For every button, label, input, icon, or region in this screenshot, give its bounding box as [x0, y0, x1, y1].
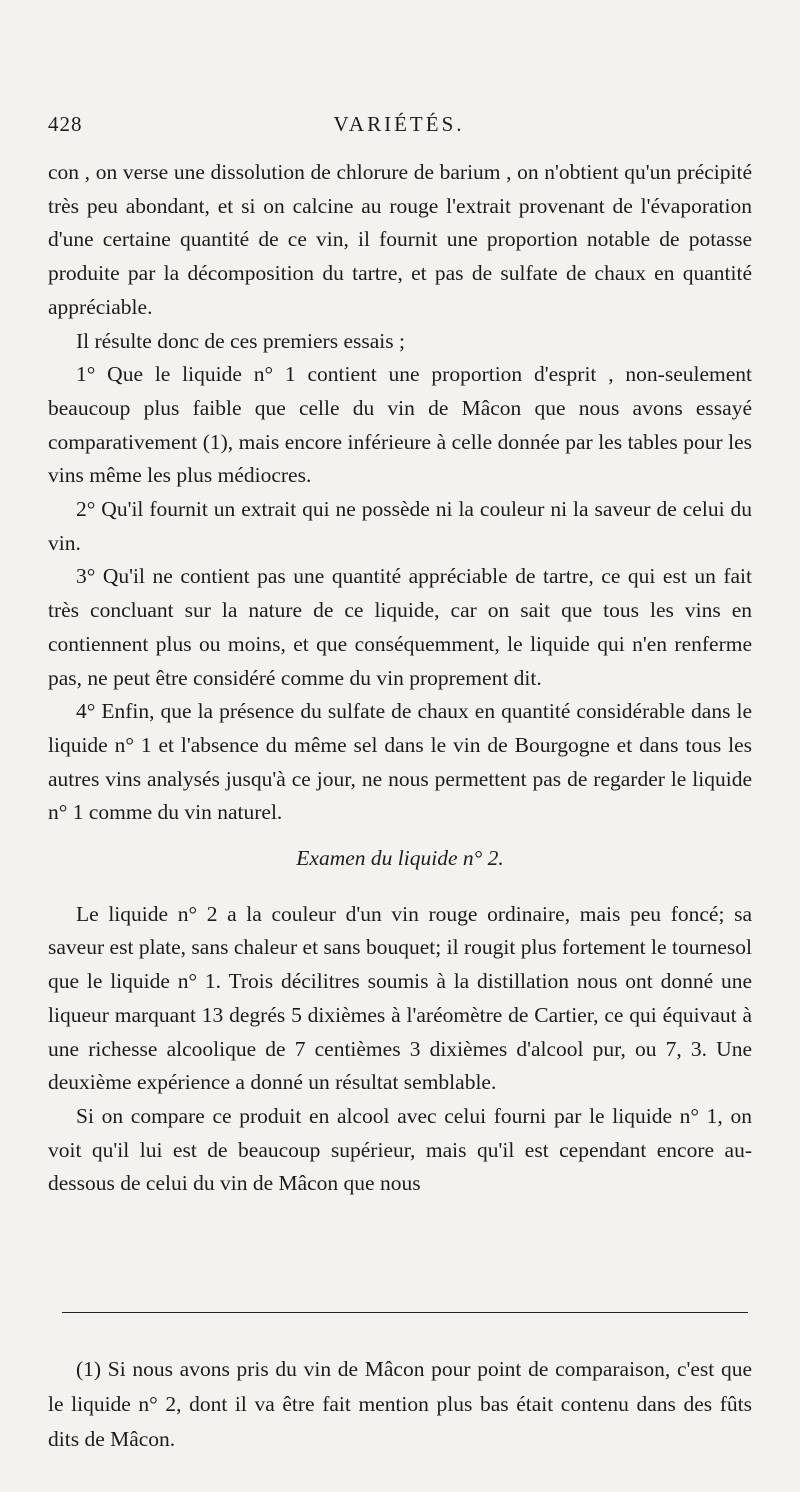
running-title: VARIÉTÉS. — [333, 112, 465, 136]
paragraph-comparison: Si on compare ce produit en alcool avec celui fourni par le liquide n° 1, on voit qu'il lui est de beaucoup supérieur, mais qu'il est cependant encore au-dessous de celui du vin de Mâcon que nous — [48, 1103, 752, 1196]
paragraph-continuation: con , on verse une dissolution de chlorure de barium , on n'obtient qu'un précipité très peu abondant, et si on calcine au rouge l'extrait provenant de l'évaporation d'une certaine quantité de ce vin, il fournit une proportion notable de potasse produite par la décomposition du tartre, et pas de sulfate de chaux en quantité appréciable. — [48, 160, 752, 319]
paragraph-conclusion-intro: Il résulte donc de ces premiers essais ; — [76, 328, 405, 353]
paragraph-liquide-2: Le liquide n° 2 a la couleur d'un vin rouge ordinaire, mais peu foncé; sa saveur est plate, sans chaleur et sans bouquet; il rougit plus fortement le tournesol que le liquide n° 1. Trois décilitres soumis à la distillation nous ont donné une liqueur marquant 13 degrés 5 dixièmes à l'aréomètre de Cartier, ce qui équivaut à une richesse alcoolique de 7 centièmes 3 dixièmes d'alcool pur, ou 7, 3. Une deuxième expérience a donné un résultat semblable. — [48, 901, 752, 1095]
footnote-divider — [62, 1312, 748, 1313]
page-header — [48, 112, 750, 146]
section-heading: Examen du liquide n° 2. — [296, 846, 504, 871]
footnote-text: (1) Si nous avons pris du vin de Mâcon pour point de comparaison, c'est que le liquide n° 2, dont il va être fait mention plus bas était contenu dans des fûts dits de Mâcon. — [48, 1357, 752, 1451]
body-text — [48, 156, 752, 1201]
paragraph-point-1: 1° Que le liquide n° 1 contient une proportion d'esprit , non-seulement beaucoup plus faible que celle du vin de Mâcon que nous avons essayé comparativement (1), mais encore inférieure à celle donnée par les tables pour les vins même les plus médiocres. — [48, 362, 752, 488]
page-number: 428 — [48, 112, 83, 136]
paragraph-point-3: 3° Qu'il ne contient pas une quantité appréciable de tartre, ce qui est un fait très concluant sur la nature de ce liquide, car on sait que tous les vins en contiennent plus ou moins, et que conséquemment, le liquide qui n'en renferme pas, ne peut être considéré comme du vin proprement dit. — [48, 564, 752, 690]
footnote — [48, 1352, 752, 1457]
paragraph-point-4: 4° Enfin, que la présence du sulfate de chaux en quantité considérable dans le liquide n° 1 et l'absence du même sel dans le vin de Bourgogne et dans tous les autres vins analysés jusqu'à ce jour, ne nous permettent pas de regarder le liquide n° 1 comme du vin naturel. — [48, 699, 752, 825]
paragraph-point-2: 2° Qu'il fournit un extrait qui ne possède ni la couleur ni la saveur de celui du vin. — [48, 497, 752, 555]
